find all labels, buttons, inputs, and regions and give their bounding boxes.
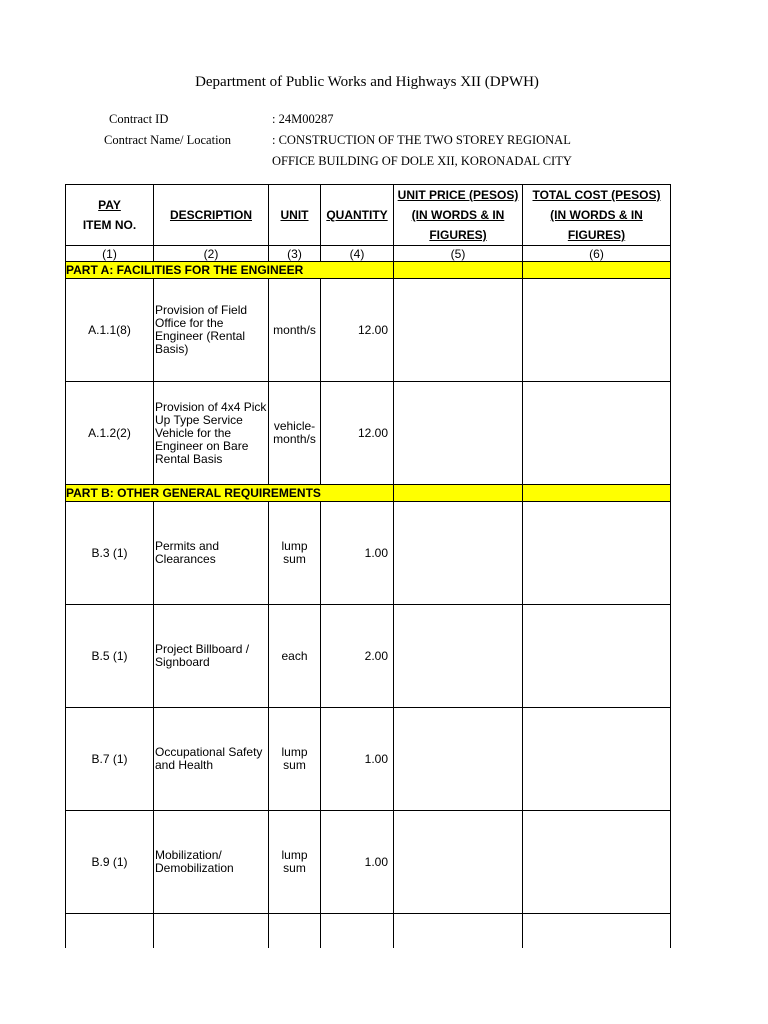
quantity-cell: 12.00: [321, 382, 394, 485]
part-a-price-cell: [394, 262, 523, 279]
unit-cell: month/s: [269, 279, 321, 382]
description-cell: Provision of Field Office for the Engineer (Rental Basis): [154, 279, 269, 382]
table-row: [66, 382, 671, 485]
unit-price-cell: [394, 382, 523, 485]
quantity-cell: 2.00: [321, 605, 394, 708]
empty-cell: [154, 914, 269, 948]
quantity-cell: 1.00: [321, 811, 394, 914]
column-number: (1): [66, 246, 154, 262]
total-cost-cell: [523, 605, 671, 708]
empty-cell: [269, 914, 321, 948]
table-row-partial: [66, 914, 671, 948]
column-number: (4): [321, 246, 394, 262]
column-number: (5): [394, 246, 523, 262]
table-row: [66, 279, 671, 382]
unit-price-cell: [394, 279, 523, 382]
table-row: [66, 811, 671, 914]
part-b-price-cell: [394, 485, 523, 502]
quantity-cell: 12.00: [321, 279, 394, 382]
unit-cell: vehicle-month/s: [269, 382, 321, 485]
bill-of-quantities-table: [65, 184, 671, 948]
unit-price-cell: [394, 708, 523, 811]
total-cost-cell: [523, 382, 671, 485]
column-number: (2): [154, 246, 269, 262]
description-cell: Permits and Clearances: [154, 502, 269, 605]
table-row: [66, 502, 671, 605]
quantity-cell: 1.00: [321, 708, 394, 811]
contract-id-value: : 24M00287: [272, 112, 334, 126]
empty-cell: [523, 914, 671, 948]
unit-price-header: UNIT PRICE (PESOS) (IN WORDS & IN FIGURES): [394, 185, 523, 246]
description-header: DESCRIPTION: [154, 185, 269, 246]
empty-cell: [66, 914, 154, 948]
unit-price-cell: [394, 605, 523, 708]
contract-name-line1: : CONSTRUCTION OF THE TWO STOREY REGIONAL: [272, 133, 571, 147]
pay-item-header: PAY ITEM NO.: [66, 185, 154, 246]
empty-cell: [394, 914, 523, 948]
empty-cell: [321, 914, 394, 948]
pay-item-cell: B.5 (1): [66, 605, 154, 708]
unit-cell: lump sum: [269, 708, 321, 811]
description-cell: Mobilization/ Demobilization: [154, 811, 269, 914]
part-a-total-cell: [523, 262, 671, 279]
contract-name-line2: OFFICE BUILDING OF DOLE XII, KORONADAL CITY: [272, 154, 572, 168]
total-cost-cell: [523, 708, 671, 811]
part-b-row: [66, 485, 671, 502]
pay-item-cell: B.7 (1): [66, 708, 154, 811]
total-cost-header: TOTAL COST (PESOS) (IN WORDS & IN FIGURES): [523, 185, 671, 246]
contract-id-label: Contract ID: [109, 112, 169, 126]
unit-price-cell: [394, 502, 523, 605]
header-row: [66, 185, 671, 246]
description-cell: Occupational Safety and Health: [154, 708, 269, 811]
pay-item-cell: B.9 (1): [66, 811, 154, 914]
part-a-row: [66, 262, 671, 279]
description-cell: Provision of 4x4 Pick Up Type Service Vehicle for the Engineer on Bare Rental Basis: [154, 382, 269, 485]
quantity-cell: 1.00: [321, 502, 394, 605]
column-number-row: [66, 246, 671, 262]
total-cost-cell: [523, 502, 671, 605]
part-b-label: PART B: OTHER GENERAL REQUIREMENTS: [66, 485, 394, 502]
quantity-header: QUANTITY: [321, 185, 394, 246]
unit-price-cell: [394, 811, 523, 914]
pay-item-cell: A.1.1(8): [66, 279, 154, 382]
table-row: [66, 605, 671, 708]
total-cost-cell: [523, 279, 671, 382]
part-a-label: PART A: FACILITIES FOR THE ENGINEER: [66, 262, 394, 279]
pay-item-cell: B.3 (1): [66, 502, 154, 605]
total-cost-cell: [523, 811, 671, 914]
pay-item-cell: A.1.2(2): [66, 382, 154, 485]
table-row: [66, 708, 671, 811]
column-number: (3): [269, 246, 321, 262]
description-cell: Project Billboard / Signboard: [154, 605, 269, 708]
part-b-total-cell: [523, 485, 671, 502]
column-number: (6): [523, 246, 671, 262]
unit-header: UNIT: [269, 185, 321, 246]
unit-cell: lump sum: [269, 811, 321, 914]
document-title: Department of Public Works and Highways XII (DPWH): [195, 74, 539, 90]
unit-cell: lump sum: [269, 502, 321, 605]
unit-cell: each: [269, 605, 321, 708]
contract-name-label: Contract Name/ Location: [104, 133, 232, 147]
